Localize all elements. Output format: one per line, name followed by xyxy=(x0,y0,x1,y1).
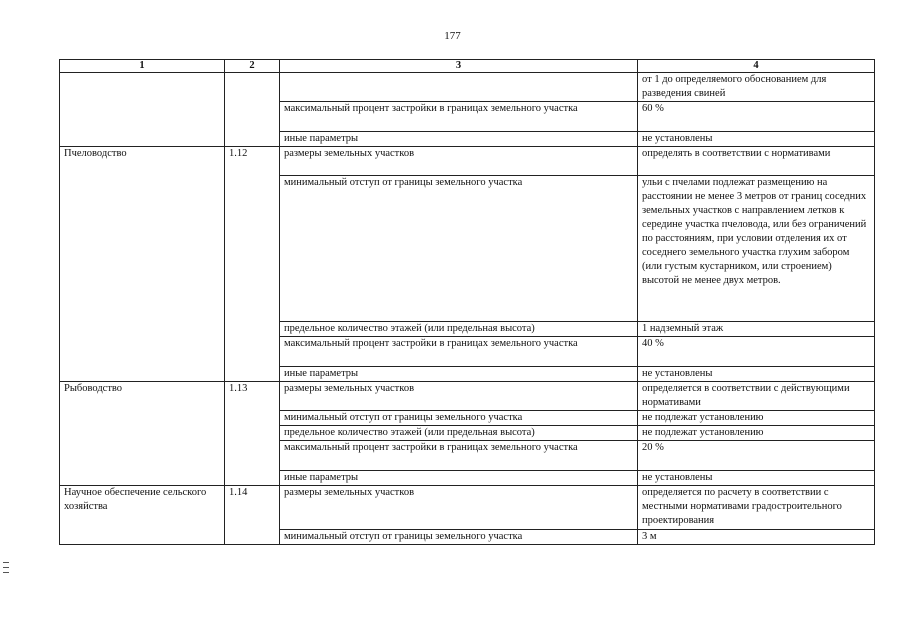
param-label-cell: минимальный отступ от границы земельного участка xyxy=(280,530,638,545)
table-row xyxy=(60,73,875,102)
header-col-4: 4 xyxy=(638,60,875,73)
param-label-cell: максимальный процент застройки в границах земельного участка xyxy=(280,337,638,367)
table-row xyxy=(60,382,875,411)
param-label-cell: размеры земельных участков xyxy=(280,382,638,411)
param-value-cell: 40 % xyxy=(638,337,875,367)
param-label-cell: предельное количество этажей (или предельная высота) xyxy=(280,426,638,441)
param-label-cell: размеры земельных участков xyxy=(280,147,638,176)
scan-margin-mark xyxy=(3,567,9,568)
param-label-cell: максимальный процент застройки в границах земельного участка xyxy=(280,102,638,132)
page-number: 177 xyxy=(444,30,461,42)
param-value-cell: ульи с пчелами подлежат размещению на расстоянии не менее 3 метров от границ соседних земельных участков с направлением летков к середине участка пчеловода, или без ограничений по расстояниям, при условии отделения их от соседнего земельного участка глухим забором (или густым кустарником, или строением) высотой не менее двух метров. xyxy=(638,176,875,322)
param-value-cell: определяется по расчету в соответствии с местными нормативами градостроительного проектирования xyxy=(638,486,875,530)
use-name-cell: Пчеловодство xyxy=(60,147,225,382)
param-label-cell: иные параметры xyxy=(280,367,638,382)
param-value-cell: от 1 до определяемого обоснованием для разведения свиней xyxy=(638,73,875,102)
table-header-row xyxy=(60,60,875,73)
use-name-cell xyxy=(60,73,225,147)
param-value-cell: не установлены xyxy=(638,132,875,147)
scan-margin-mark xyxy=(3,572,9,573)
header-col-2: 2 xyxy=(225,60,280,73)
param-value-cell: 60 % xyxy=(638,102,875,132)
scan-margin-mark xyxy=(3,562,9,563)
header-col-3: 3 xyxy=(280,60,638,73)
param-label-cell: минимальный отступ от границы земельного участка xyxy=(280,176,638,322)
param-value-cell: 3 м xyxy=(638,530,875,545)
use-code-cell: 1.12 xyxy=(225,147,280,382)
param-value-cell: 1 надземный этаж xyxy=(638,322,875,337)
param-label-cell: иные параметры xyxy=(280,471,638,486)
param-label-cell xyxy=(280,73,638,102)
param-value-cell: определяется в соответствии с действующими нормативами xyxy=(638,382,875,411)
param-value-cell: 20 % xyxy=(638,441,875,471)
table-row xyxy=(60,486,875,530)
use-code-cell: 1.13 xyxy=(225,382,280,486)
use-code-cell: 1.14 xyxy=(225,486,280,545)
table-row xyxy=(60,147,875,176)
use-code-cell xyxy=(225,73,280,147)
param-value-cell: не подлежат установлению xyxy=(638,426,875,441)
param-label-cell: максимальный процент застройки в границах земельного участка xyxy=(280,441,638,471)
param-label-cell: минимальный отступ от границы земельного участка xyxy=(280,411,638,426)
param-value-cell: не подлежат установлению xyxy=(638,411,875,426)
param-value-cell: не установлены xyxy=(638,367,875,382)
param-value-cell: не установлены xyxy=(638,471,875,486)
use-name-cell: Научное обеспечение сельского хозяйства xyxy=(60,486,225,545)
param-label-cell: иные параметры xyxy=(280,132,638,147)
param-label-cell: предельное количество этажей (или предельная высота) xyxy=(280,322,638,337)
param-label-cell: размеры земельных участков xyxy=(280,486,638,530)
use-name-cell: Рыбоводство xyxy=(60,382,225,486)
header-col-1: 1 xyxy=(60,60,225,73)
param-value-cell: определять в соответствии с нормативами xyxy=(638,147,875,176)
land-use-parameters-table xyxy=(59,59,875,545)
